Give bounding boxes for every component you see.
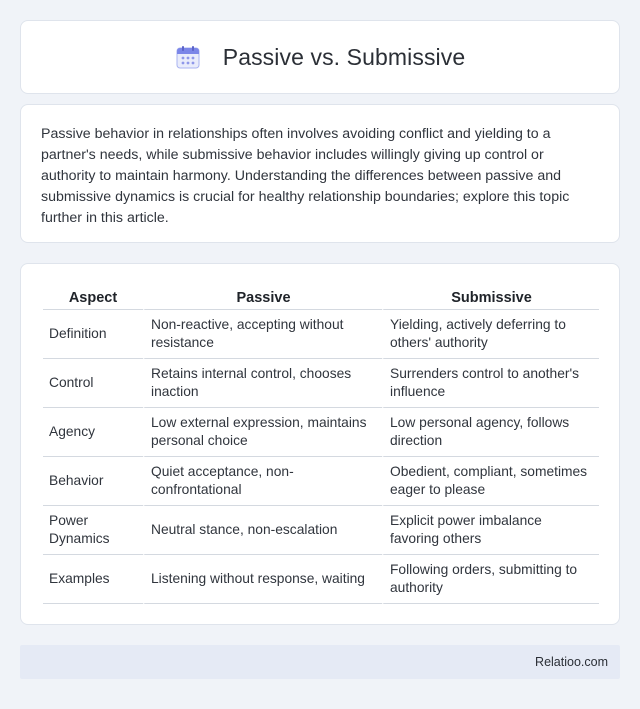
cell-submissive: Yielding, actively deferring to others' authority bbox=[382, 310, 599, 359]
cell-passive: Non-reactive, accepting without resistance bbox=[143, 310, 382, 359]
cell-passive: Quiet acceptance, non-confrontational bbox=[143, 457, 382, 506]
cell-submissive: Surrenders control to another's influence bbox=[382, 359, 599, 408]
page-title: Passive vs. Submissive bbox=[222, 43, 466, 70]
cell-passive: Low external expression, maintains personal choice bbox=[143, 408, 382, 457]
cell-aspect: Agency bbox=[43, 408, 143, 457]
cell-submissive: Obedient, compliant, sometimes eager to please bbox=[382, 457, 599, 506]
cell-passive: Retains internal control, chooses inaction bbox=[143, 359, 382, 408]
calendar-icon bbox=[175, 44, 201, 70]
header-passive: Passive bbox=[143, 286, 382, 310]
title-wrap bbox=[175, 44, 466, 71]
intro-card bbox=[20, 104, 620, 243]
cell-aspect: Control bbox=[43, 359, 143, 408]
header-submissive: Submissive bbox=[382, 286, 599, 310]
footer-site-link[interactable]: Relatioo.com bbox=[535, 655, 608, 669]
cell-passive: Neutral stance, non-escalation bbox=[143, 506, 382, 555]
cell-aspect: Power Dynamics bbox=[43, 506, 143, 555]
cell-aspect: Definition bbox=[43, 310, 143, 359]
table-row bbox=[43, 359, 599, 408]
cell-aspect: Examples bbox=[43, 555, 143, 604]
comparison-table bbox=[43, 286, 599, 604]
table-row bbox=[43, 506, 599, 555]
table-header-row bbox=[43, 286, 599, 310]
table-row bbox=[43, 310, 599, 359]
table-row bbox=[43, 408, 599, 457]
cell-submissive: Following orders, submitting to authority bbox=[382, 555, 599, 604]
table-row bbox=[43, 457, 599, 506]
cell-passive: Listening without response, waiting bbox=[143, 555, 382, 604]
cell-submissive: Explicit power imbalance favoring others bbox=[382, 506, 599, 555]
intro-paragraph: Passive behavior in relationships often involves avoiding conflict and yielding to a partner's needs, while submissive behavior includes willingly giving up control or authority to maintain harmony. Understanding the differences between passive and submissive dynamics is crucial for healthy relationship boundaries; explore this topic further in this article. bbox=[41, 126, 570, 226]
table-row bbox=[43, 555, 599, 604]
cell-aspect: Behavior bbox=[43, 457, 143, 506]
footer bbox=[20, 645, 620, 679]
title-card bbox=[20, 20, 620, 94]
header-aspect: Aspect bbox=[43, 286, 143, 310]
cell-submissive: Low personal agency, follows direction bbox=[382, 408, 599, 457]
comparison-card bbox=[20, 263, 620, 625]
